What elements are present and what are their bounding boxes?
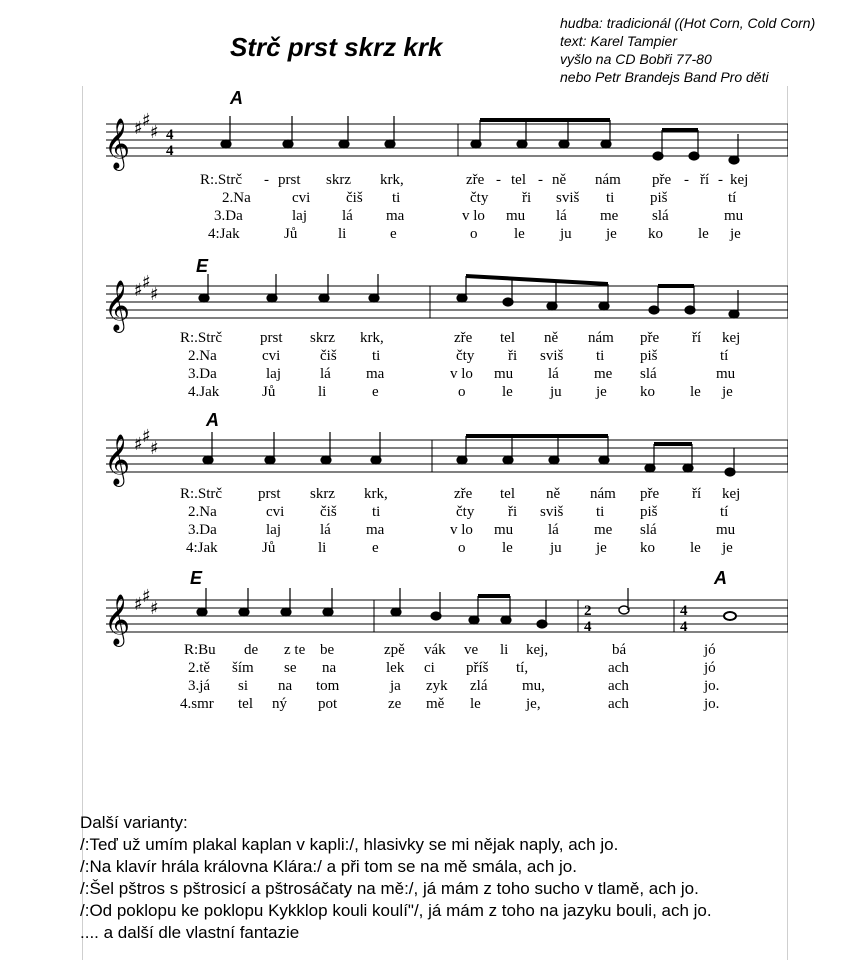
lyrics-syllable: je xyxy=(722,540,733,556)
lyrics-line: R:.Strč xyxy=(200,172,243,188)
music-staff xyxy=(104,112,788,172)
lyrics-syllable: ja xyxy=(390,678,401,694)
lyrics-syllable: cvi xyxy=(262,348,281,364)
lyrics-syllable: sviš xyxy=(540,504,564,520)
lyrics-syllable: skrz xyxy=(326,172,351,188)
lyrics-syllable: zyk xyxy=(426,678,448,694)
lyrics-syllable: jo. xyxy=(704,678,720,694)
lyrics-syllable: je xyxy=(730,226,741,242)
lyrics-syllable: o xyxy=(470,226,478,242)
credit-released: vyšlo na CD Bobři 77-80 xyxy=(560,51,712,67)
lyrics-syllable: kej xyxy=(722,486,741,502)
variant-line: /:Šel pštros s pštrosicí a pštrosáčaty na mě:/, já mám z toho sucho v tlamě, ach jo. xyxy=(80,879,699,898)
lyrics-hyphen: - xyxy=(264,172,269,188)
lyrics-syllable: ři xyxy=(522,190,532,206)
svg-text:♯: ♯ xyxy=(142,274,151,293)
lyrics-syllable: ko xyxy=(648,226,663,242)
lyrics-syllable: je xyxy=(606,226,617,242)
time-signature-bottom: 4 xyxy=(680,619,688,635)
lyrics-syllable: ně xyxy=(546,486,561,502)
credit-music: hudba: tradicionál ((Hot Corn, Cold Corn) xyxy=(560,15,816,31)
variant-line: /:Teď už umím plakal kaplan v kapli:/, hlasivky se mi nějak naply, ach jo. xyxy=(80,835,619,854)
lyrics-syllable: vák xyxy=(424,642,446,658)
lyrics-syllable: mu xyxy=(724,208,744,224)
lyrics-syllable: jó xyxy=(704,642,716,658)
lyrics-syllable: tí, xyxy=(516,660,529,676)
lyrics-syllable: ma xyxy=(366,522,385,538)
variant-line: /:Na klavír hrála královna Klára:/ a při tom se na mě smála, ach jo. xyxy=(80,857,577,876)
lyrics-syllable: ju xyxy=(550,540,562,556)
music-staff xyxy=(104,428,788,488)
music-staff xyxy=(104,274,788,334)
lyrics-syllable: kej, xyxy=(526,642,549,658)
lyrics-syllable: Jů xyxy=(262,384,276,400)
lyrics-syllable: tel xyxy=(238,696,253,712)
lyrics-syllable: li xyxy=(500,642,509,658)
lyrics-syllable: se xyxy=(284,660,297,676)
svg-text:♯: ♯ xyxy=(134,280,143,301)
lyrics-syllable: tom xyxy=(316,678,340,694)
lyrics-syllable: ti xyxy=(372,504,381,520)
time-signature-bottom: 4 xyxy=(166,143,174,159)
lyrics-syllable: slá xyxy=(640,366,657,382)
lyrics-syllable: R:Bu xyxy=(184,642,216,658)
lyrics-syllable: krk, xyxy=(364,486,388,502)
lyrics-syllable: na xyxy=(322,660,337,676)
svg-text:♯: ♯ xyxy=(142,112,151,131)
lyrics-syllable: na xyxy=(278,678,293,694)
lyrics-syllable: lá xyxy=(320,366,331,382)
lyrics-syllable: je xyxy=(596,540,607,556)
svg-text:♯: ♯ xyxy=(150,284,159,305)
chord-label: A xyxy=(714,568,727,588)
lyrics-syllable: čty xyxy=(456,504,475,520)
lyrics-syllable: 4:Jak xyxy=(208,226,240,242)
lyrics-syllable: zře xyxy=(454,486,473,502)
lyrics-syllable: 4:Jak xyxy=(186,540,218,556)
time-signature-top: 4 xyxy=(166,127,174,143)
lyrics-syllable: o xyxy=(458,540,466,556)
chord-label: E xyxy=(196,256,209,276)
lyrics-syllable: ti xyxy=(596,504,605,520)
lyrics-syllable: mu xyxy=(716,366,736,382)
lyrics-hyphen: - xyxy=(718,172,723,188)
variant-line: .... a další dle vlastní fantazie xyxy=(80,923,300,942)
lyrics-syllable: jo. xyxy=(704,696,720,712)
lyrics-syllable: 4.smr xyxy=(180,696,214,712)
lyrics-syllable: mu xyxy=(494,366,514,382)
lyrics-syllable: laj xyxy=(266,366,281,382)
svg-text:𝄞: 𝄞 xyxy=(104,118,131,169)
lyrics-syllable: ři xyxy=(508,504,518,520)
lyrics-syllable: je, xyxy=(526,696,541,712)
lyrics-syllable: z te xyxy=(284,642,306,658)
lyrics-syllable: li xyxy=(338,226,347,242)
lyrics-hyphen: - xyxy=(684,172,689,188)
lyrics-syllable: lá xyxy=(548,366,559,382)
lyrics-syllable: ach xyxy=(608,660,629,676)
lyrics-syllable: 2.Na xyxy=(188,504,217,520)
lyrics-syllable: ří xyxy=(692,486,702,502)
lyrics-syllable: prst xyxy=(278,172,301,188)
credit-alt: nebo Petr Brandejs Band Pro děti xyxy=(560,69,769,85)
lyrics-syllable: tí xyxy=(720,504,729,520)
lyrics-syllable: lek xyxy=(386,660,405,676)
lyrics-syllable: ři xyxy=(508,348,518,364)
svg-text:♯: ♯ xyxy=(134,434,143,455)
lyrics-syllable: bá xyxy=(612,642,627,658)
lyrics-syllable: krk, xyxy=(380,172,404,188)
song-title: Strč prst skrz krk xyxy=(230,32,443,62)
lyrics-syllable: 2.tě xyxy=(188,660,211,676)
lyrics-syllable: čiš xyxy=(346,190,363,206)
lyrics-syllable: li xyxy=(318,540,327,556)
lyrics-syllable: tel xyxy=(500,486,515,502)
chord-label: A xyxy=(230,88,243,108)
svg-text:♯: ♯ xyxy=(150,122,159,143)
lyrics-syllable: si xyxy=(238,678,249,694)
lyrics-syllable: pot xyxy=(318,696,338,712)
lyrics-syllable: R:.Strč xyxy=(180,330,223,346)
lyrics-syllable: 4.Jak xyxy=(188,384,220,400)
lyrics-syllable: lá xyxy=(342,208,353,224)
lyrics-syllable: je xyxy=(722,384,733,400)
lyrics-syllable: ju xyxy=(550,384,562,400)
lyrics-syllable: sviš xyxy=(556,190,580,206)
lyrics-syllable: krk, xyxy=(360,330,384,346)
time-signature-bottom: 4 xyxy=(584,619,592,635)
lyrics-syllable: lá xyxy=(320,522,331,538)
lyrics-syllable: nám xyxy=(588,330,614,346)
lyrics-syllable: ně xyxy=(544,330,559,346)
svg-text:♯: ♯ xyxy=(150,598,159,619)
variants-heading: Další varianty: xyxy=(80,813,188,832)
lyrics-syllable: ma xyxy=(386,208,405,224)
lyrics-syllable: 3.já xyxy=(188,678,211,694)
lyrics-syllable: ze xyxy=(388,696,402,712)
lyrics-syllable: prst xyxy=(258,486,281,502)
lyrics-syllable: ci xyxy=(424,660,435,676)
lyrics-syllable: slá xyxy=(640,522,657,538)
lyrics-syllable: piš xyxy=(640,348,658,364)
lyrics-syllable: ti xyxy=(372,348,381,364)
lyrics-syllable: lá xyxy=(556,208,567,224)
lyrics-syllable: piš xyxy=(650,190,668,206)
music-staff xyxy=(104,588,788,648)
variants-section xyxy=(80,812,712,944)
lyrics-syllable: pře xyxy=(640,486,660,502)
lyrics-syllable: čty xyxy=(470,190,489,206)
svg-text:𝄞: 𝄞 xyxy=(104,280,131,331)
lyrics-syllable: e xyxy=(372,384,379,400)
credit-text: text: Karel Tampier xyxy=(560,33,677,49)
lyrics-syllable: le xyxy=(690,384,701,400)
lyrics-syllable: zpě xyxy=(384,642,405,658)
lyrics-syllable: ma xyxy=(366,366,385,382)
svg-text:𝄞: 𝄞 xyxy=(104,594,131,645)
lyrics-syllable: ko xyxy=(640,540,655,556)
lyrics-syllable: R:.Strč xyxy=(180,486,223,502)
lyrics-syllable: le xyxy=(698,226,709,242)
lyrics-syllable: ti xyxy=(392,190,401,206)
svg-text:♯: ♯ xyxy=(142,588,151,607)
lyrics-hyphen: - xyxy=(538,172,543,188)
lyrics-syllable: prst xyxy=(260,330,283,346)
lyrics-syllable: cvi xyxy=(292,190,311,206)
lyrics-syllable: piš xyxy=(640,504,658,520)
lyrics-syllable: be xyxy=(320,642,335,658)
lyrics-syllable: zře xyxy=(454,330,473,346)
lyrics-syllable: ří xyxy=(692,330,702,346)
lyrics-syllable: laj xyxy=(266,522,281,538)
lyrics-syllable: v lo xyxy=(462,208,485,224)
lyrics-syllable: v lo xyxy=(450,522,473,538)
lyrics-syllable: me xyxy=(594,366,613,382)
lyrics-syllable: skrz xyxy=(310,330,335,346)
lyrics-syllable: mě xyxy=(426,696,445,712)
time-signature-top: 4 xyxy=(680,603,688,619)
svg-text:𝄞: 𝄞 xyxy=(104,434,131,485)
lyrics-syllable: ve xyxy=(464,642,479,658)
lyrics-syllable: kej xyxy=(722,330,741,346)
lyrics-syllable: příš xyxy=(466,660,489,676)
lyrics-syllable: kej xyxy=(730,172,749,188)
lyrics-syllable: le xyxy=(502,384,513,400)
lyrics-syllable: ti xyxy=(606,190,615,206)
lyrics-syllable: le xyxy=(690,540,701,556)
lyrics-syllable: tí xyxy=(720,348,729,364)
lyrics-syllable: tel xyxy=(500,330,515,346)
lyrics-syllable: mu xyxy=(716,522,736,538)
lyrics-syllable: 3.Da xyxy=(188,522,217,538)
svg-text:♯: ♯ xyxy=(142,428,151,447)
chord-label: A xyxy=(206,410,219,430)
svg-text:♯: ♯ xyxy=(134,118,143,139)
lyrics-syllable: ju xyxy=(560,226,572,242)
lyrics-syllable: ach xyxy=(608,678,629,694)
lyrics-syllable: nám xyxy=(595,172,621,188)
lyrics-syllable: le xyxy=(470,696,481,712)
lyrics-syllable: 2.Na xyxy=(188,348,217,364)
lyrics-syllable: cvi xyxy=(266,504,285,520)
lyrics-syllable: me xyxy=(600,208,619,224)
lyrics-syllable: zlá xyxy=(470,678,488,694)
lyrics-syllable: čty xyxy=(456,348,475,364)
lyrics-syllable: pře xyxy=(652,172,672,188)
lyrics-syllable: pře xyxy=(640,330,660,346)
lyrics-syllable: je xyxy=(596,384,607,400)
lyrics-hyphen: - xyxy=(496,172,501,188)
lyrics-syllable: čiš xyxy=(320,504,337,520)
lyrics-syllable: le xyxy=(514,226,525,242)
svg-text:♯: ♯ xyxy=(134,594,143,615)
lyrics-syllable: ach xyxy=(608,696,629,712)
lyrics-syllable: ří xyxy=(700,172,710,188)
lyrics-syllable: e xyxy=(372,540,379,556)
variant-line: /:Od poklopu ke poklopu Kykklop kouli koulí"/, já mám z toho na jazyku bouli, ach jo. xyxy=(80,901,712,920)
lyrics-syllable: v lo xyxy=(450,366,473,382)
lyrics-syllable: ko xyxy=(640,384,655,400)
svg-text:♯: ♯ xyxy=(150,438,159,459)
lyrics-syllable: slá xyxy=(652,208,669,224)
chord-label: E xyxy=(190,568,203,588)
lyrics-syllable: zře xyxy=(466,172,485,188)
lyrics-syllable: mu xyxy=(506,208,526,224)
lyrics-syllable: le xyxy=(502,540,513,556)
credits xyxy=(560,14,815,86)
lyrics-syllable: mu, xyxy=(522,678,545,694)
lyrics-syllable: nám xyxy=(590,486,616,502)
lyrics-syllable: ším xyxy=(232,660,254,676)
lyrics-syllable: jó xyxy=(704,660,716,676)
time-signature-top: 2 xyxy=(584,603,592,619)
lyrics-syllable: de xyxy=(244,642,259,658)
lyrics-syllable: ně xyxy=(552,172,567,188)
lyrics-syllable: Jů xyxy=(284,226,298,242)
lyrics-syllable: lá xyxy=(548,522,559,538)
lyrics-syllable: mu xyxy=(494,522,514,538)
lyrics-syllable: ti xyxy=(596,348,605,364)
lyrics-syllable: tí xyxy=(728,190,737,206)
lyrics-syllable: li xyxy=(318,384,327,400)
lyrics-syllable: 3.Da xyxy=(214,208,243,224)
lyrics-syllable: čiš xyxy=(320,348,337,364)
lyrics-syllable: 3.Da xyxy=(188,366,217,382)
lyrics-syllable: sviš xyxy=(540,348,564,364)
lyrics-syllable: o xyxy=(458,384,466,400)
lyrics-syllable: me xyxy=(594,522,613,538)
lyrics-syllable: laj xyxy=(292,208,307,224)
lyrics-syllable: e xyxy=(390,226,397,242)
lyrics-syllable: 2.Na xyxy=(222,190,251,206)
lyrics-syllable: tel xyxy=(511,172,526,188)
lyrics-syllable: skrz xyxy=(310,486,335,502)
lyrics-syllable: Jů xyxy=(262,540,276,556)
lyrics-syllable: ný xyxy=(272,696,287,712)
